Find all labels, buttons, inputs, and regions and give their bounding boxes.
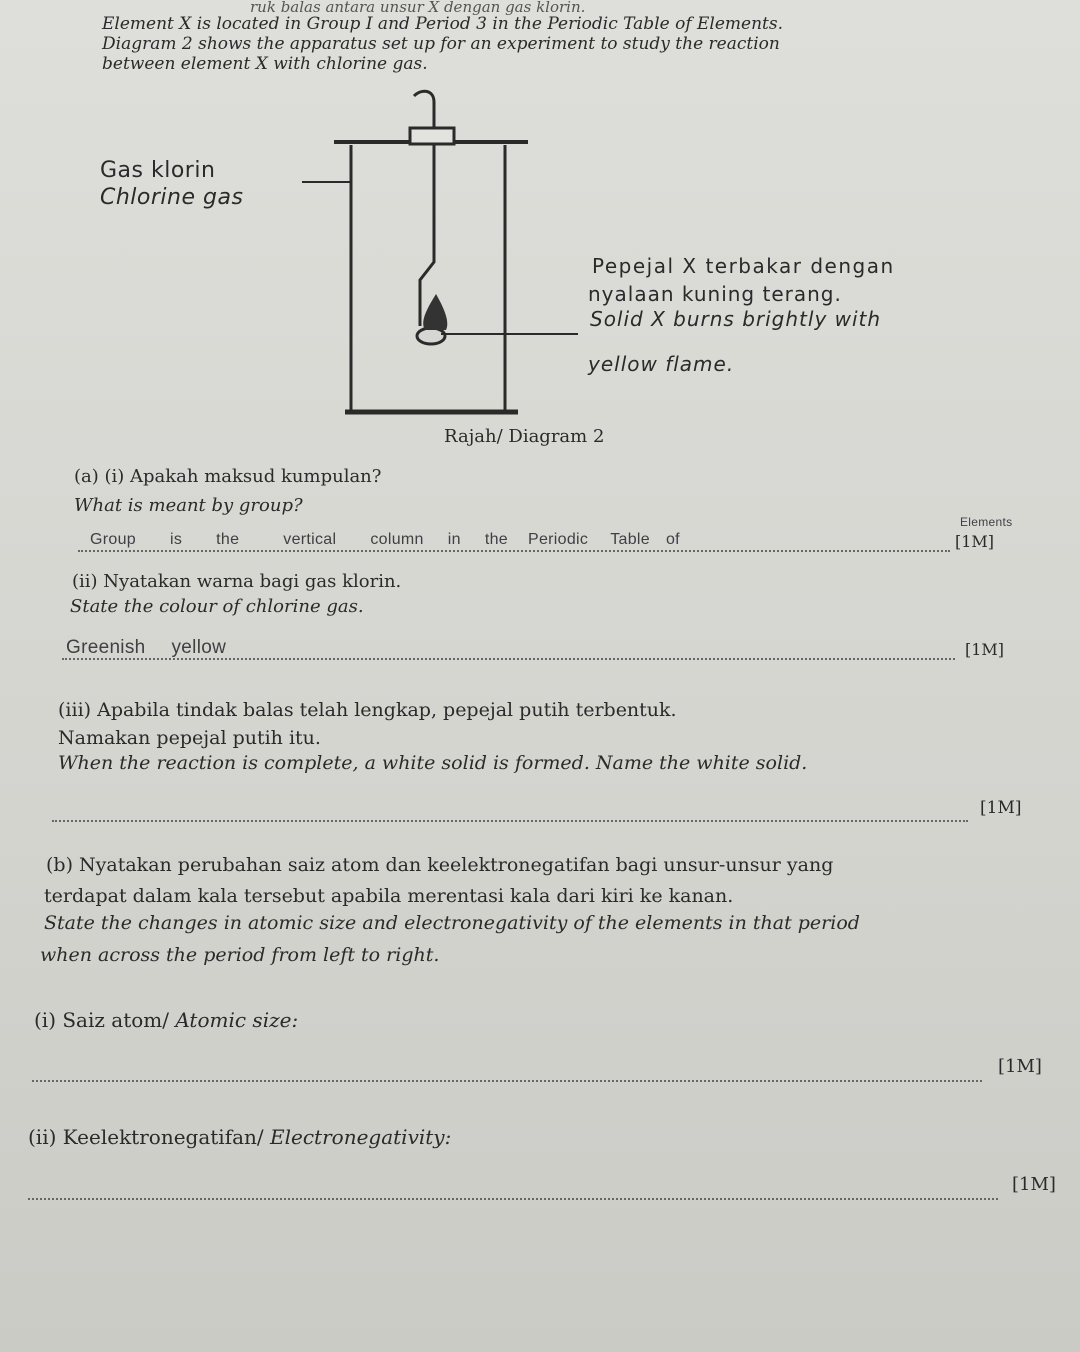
- answer-line-a-iii: [52, 820, 968, 822]
- handwritten-answer-a-i-end: Elements: [960, 515, 1013, 529]
- stopper: [410, 128, 454, 144]
- solid-label-en-1: Solid X burns brightly with: [590, 307, 882, 331]
- intro-line-0: ruk balas antara unsur X dengan gas klorin.: [250, 0, 586, 16]
- intro-line-1: Element X is located in Group I and Period 3 in the Periodic Table of Elements.: [102, 14, 784, 34]
- answer-line-a-i: [78, 550, 950, 552]
- q-a-iii-ms-1: (iii) Apabila tindak balas telah lengkap, pepejal putih terbentuk.: [58, 699, 677, 721]
- q-a-i-ms: (a) (i) Apakah maksud kumpulan?: [74, 466, 382, 487]
- q-a-iii-en: When the reaction is complete, a white solid is formed. Name the white solid.: [58, 752, 808, 774]
- q-b-en-1: State the changes in atomic size and electronegativity of the elements in that period: [44, 912, 860, 934]
- q-b-ms-2: terdapat dalam kala tersebut apabila merentasi kala dari kiri ke kanan.: [44, 885, 734, 907]
- marks-a-i: [1M]: [955, 532, 995, 551]
- handwritten-answer-a-i: Group is the vertical column in the Periodic Table of: [90, 531, 680, 548]
- q-a-ii-ms: (ii) Nyatakan warna bagi gas klorin.: [72, 571, 402, 592]
- q-b-en-2: when across the period from left to right.: [40, 944, 440, 966]
- q-a-ii-en: State the colour of chlorine gas.: [70, 596, 364, 617]
- intro-line-2: Diagram 2 shows the apparatus set up for an experiment to study the reaction: [102, 34, 780, 54]
- q-b-ms-1: (b) Nyatakan perubahan saiz atom dan keelektronegatifan bagi unsur-unsur yang: [46, 854, 834, 876]
- diagram-caption: Rajah/ Diagram 2: [444, 426, 605, 447]
- q-a-i-en: What is meant by group?: [74, 495, 303, 516]
- gas-label-en: Chlorine gas: [100, 185, 244, 210]
- q-a-iii-ms-2: Namakan pepejal putih itu.: [58, 727, 321, 749]
- apparatus-diagram: [0, 0, 1080, 460]
- answer-line-b-ii: [28, 1198, 998, 1200]
- hook: [414, 91, 434, 128]
- flame: [423, 294, 447, 330]
- solid-label-ms-1: Pepejal X terbakar dengan: [592, 254, 895, 278]
- combustion-spoon: [417, 328, 445, 344]
- marks-a-ii: [1M]: [965, 640, 1005, 659]
- intro-line-3: between element X with chlorine gas.: [102, 54, 428, 74]
- gas-label-ms: Gas klorin: [100, 158, 216, 183]
- marks-b-ii: [1M]: [1012, 1174, 1056, 1195]
- solid-label-en-2: yellow flame.: [588, 352, 735, 376]
- q-b-i-label: (i) Saiz atom/ Atomic size:: [34, 1008, 299, 1032]
- handwritten-answer-a-ii: Greenish yellow: [66, 637, 227, 658]
- marks-a-iii: [1M]: [980, 798, 1022, 818]
- combustion-spoon-rod: [420, 144, 434, 326]
- answer-line-b-i: [32, 1080, 982, 1082]
- q-b-ii-label: (ii) Keelektronegatifan/ Electronegativity:: [28, 1125, 452, 1149]
- answer-line-a-ii: [62, 658, 955, 660]
- marks-b-i: [1M]: [998, 1056, 1042, 1077]
- solid-label-ms-2: nyalaan kuning terang.: [588, 282, 842, 306]
